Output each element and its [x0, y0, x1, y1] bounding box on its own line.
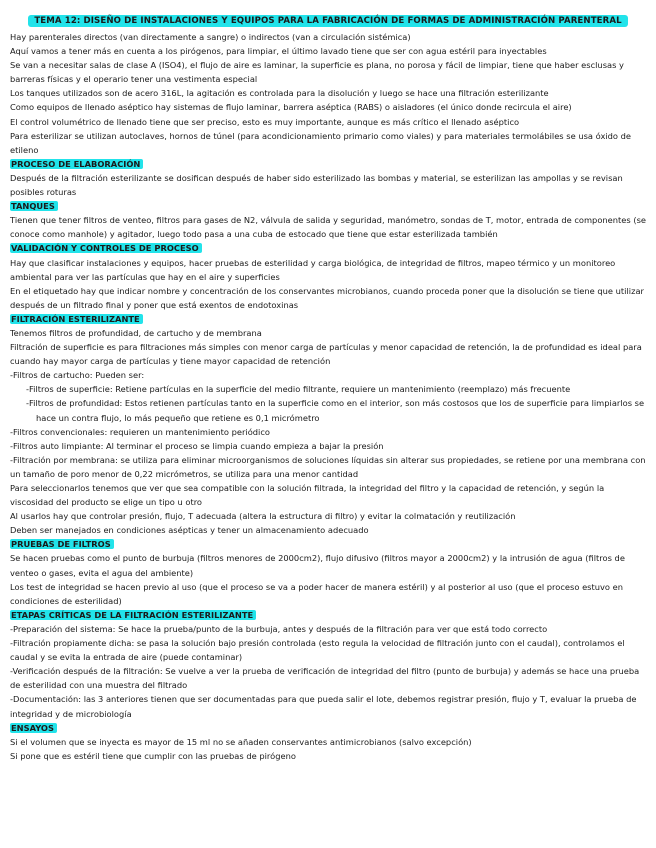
filtro-convencional-item: -Filtros convencionales: requieren un mantenimiento periódico	[10, 426, 270, 437]
validacion-paragraph: Hay que clasificar instalaciones y equipos, hacer pruebas de esterilidad y carga biológica, de integridad de filtros, mapeo térmico y un monitoreo ambiental para ver las partículas que hay en el aire y superficies	[10, 257, 616, 282]
filtro-cartucho-item: -Filtros de cartucho: Pueden ser:	[10, 370, 145, 381]
section-heading-tanques	[10, 199, 646, 213]
heading-text: PROCESO DE ELABORACIÓN	[10, 159, 143, 169]
intro-paragraph: Hay parenterales directos (van directamente a sangre) o indirectos (van a circulación sistémica)	[10, 32, 411, 42]
section-heading-proceso	[10, 157, 646, 171]
section-heading-filtracion	[10, 312, 646, 326]
heading-text: TANQUES	[10, 201, 58, 211]
section-heading-ensayos	[10, 721, 646, 735]
page-title: TEMA 12: DISEÑO DE INSTALACIONES Y EQUIPOS PARA LA FABRICACIÓN DE FORMAS DE ADMINISTRACIÓN PARENTERAL	[28, 15, 627, 27]
heading-text: ENSAYOS	[10, 723, 57, 733]
heading-text: ETAPAS CRÍTICAS DE LA FILTRACIÓN ESTERILIZANTE	[10, 610, 256, 620]
pruebas-paragraph: Se hacen pruebas como el punto de burbuja (filtros menores de 2000cm2), flujo difusivo (filtros mayor a 2000cm2) y la intrusión de agua (filtros de venteo o gases, evita el agua del ambiente)	[10, 553, 625, 578]
etapa-preparacion-item: -Preparación del sistema: Se hace la prueba/punto de la burbuja, antes y después de la filtración para ver que está todo correcto	[10, 623, 548, 634]
proceso-paragraph: Después de la filtración esterilizante se dosifican después de haber sido esterilizado las bombas y material, se esterilizan las ampollas y se revisan posibles roturas	[10, 172, 623, 198]
section-heading-validacion	[10, 241, 646, 255]
intro-paragraph: Como equipos de llenado aséptico hay sistemas de flujo laminar, barrera aséptica (RABS) o aisladores (el único donde recircula el aire)	[10, 102, 572, 113]
intro-paragraph: Los tanques utilizados son de acero 316L, la agitación es controlada para la disolución y luego se hace una filtración esterilizante	[10, 88, 549, 99]
filtro-autolimpiante-item: -Filtros auto limpiante: Al terminar el proceso se limpia cuando empieza a bajar la presión	[10, 440, 384, 451]
validacion-paragraph: En el etiquetado hay que indicar nombre y concentración de los conservantes microbianos, cuando proceda poner que la disolución se tiene que utilizar después de un filtrado final y poner que está exentos de endotoxinas	[10, 285, 644, 310]
intro-paragraph: El control volumétrico de llenado tiene que ser preciso, esto es muy importante, aunque es más crítico el llenado aséptico	[10, 116, 520, 127]
filtracion-paragraph: Filtración de superficie es para filtraciones más simples con menor carga de partículas y menor capacidad de retención, la de profundidad es ideal para cuando hay mayor carga de partículas y tiene mayor capacidad de retención	[10, 342, 642, 367]
intro-paragraph: Para esterilizar se utilizan autoclaves, hornos de túnel (para acondicionamiento primario como viales) y para materiales termolábiles se usa óxido de etileno	[10, 130, 632, 155]
etapa-filtracion-item: -Filtración propiamente dicha: se pasa la solución bajo presión controlada (esto regula la velocidad de filtración junto con el caudal), controlamos el caudal y se evita la entrada de aire (puede contaminar)	[10, 638, 625, 663]
filtro-superficie-subitem: -Filtros de superficie: Retiene partículas en la superficie del medio filtrante, requiere un mantenimiento (reemplazo) más frecuente	[26, 384, 571, 395]
section-heading-pruebas	[10, 537, 646, 551]
ensayos-paragraph: Si pone que es estéril tiene que cumplir con las pruebas de pirógeno	[10, 750, 296, 761]
filtracion-paragraph: Deben ser manejados en condiciones asépticas y tener un almacenamiento adecuado	[10, 525, 369, 536]
heading-text: FILTRACIÓN ESTERILIZANTE	[10, 314, 143, 324]
filtracion-paragraph: Para seleccionarlos tenemos que ver que sea compatible con la solución filtrada, la integridad del filtro y la capacidad de retención, y según la viscosidad del producto se elige un tipo u otro	[10, 483, 605, 508]
heading-text: PRUEBAS DE FILTROS	[10, 539, 114, 549]
tanques-paragraph: Tienen que tener filtros de venteo, filtros para gases de N2, válvula de salida y seguridad, manómetro, sondas de T, motor, entrada de componentes (se conoce como manhole) y agitador, luego todo pasa a una cuba de estocado que tiene que estar esterilizada también	[10, 215, 646, 240]
etapa-documentacion-item: -Documentación: las 3 anteriores tienen que ser documentadas para que pueda salir el lote, debemos registrar presión, flujo y T, evaluar la prueba de integridad y de microbiología	[10, 694, 637, 719]
intro-paragraph: Aquí vamos a tener más en cuenta a los pirógenos, para limpiar, el último lavado tiene que ser con agua estéril para inyectables	[10, 46, 547, 57]
filtracion-paragraph: Tenemos filtros de profundidad, de cartucho y de membrana	[10, 327, 262, 338]
filtracion-paragraph: Al usarlos hay que controlar presión, flujo, T adecuada (altera la estructura di filtro) y evitar la colmatación y reutilización	[10, 511, 516, 522]
filtro-membrana-item: -Filtración por membrana: se utiliza para eliminar microorganismos de soluciones líquidas sin alterar sus propiedades, se retiene por una membrana con un tamaño de poro menor de 0,22 micrómetros, se utiliza para una menor cantidad	[10, 454, 646, 479]
intro-paragraph: Se van a necesitar salas de clase A (ISO4), el flujo de aire es laminar, la superficie es plana, no porosa y fácil de limpiar, tiene que haber esclusas y barreras físicas y el operario tener una vestimenta especial	[10, 60, 624, 85]
etapa-verificacion-item: -Verificación después de la filtración: Se vuelve a ver la prueba de verificación de integridad del filtro (punto de burbuja) y además se hace una prueba de esterilidad con una muestra del filtrado	[10, 666, 640, 691]
heading-text: VALIDACIÓN Y CONTROLES DE PROCESO	[10, 243, 202, 253]
section-heading-etapas	[10, 608, 646, 622]
ensayos-paragraph: Si el volumen que se inyecta es mayor de 15 ml no se añaden conservantes antimicrobianos (salvo excepción)	[10, 736, 472, 747]
title-wrap	[10, 8, 646, 27]
pruebas-paragraph: Los test de integridad se hacen previo al uso (que el proceso se va a poder hacer de manera estéril) y al posterior al uso (que el proceso estuvo en condiciones de esterilidad)	[10, 581, 623, 606]
filtro-profundidad-subitem: -Filtros de profundidad: Estos retienen partículas tanto en la superficie como en el interior, son más costosos que los de superficie para limpiarlos se hace un contra flujo, lo más pequeño que retiene es 0,1 micrómetro	[26, 398, 645, 423]
